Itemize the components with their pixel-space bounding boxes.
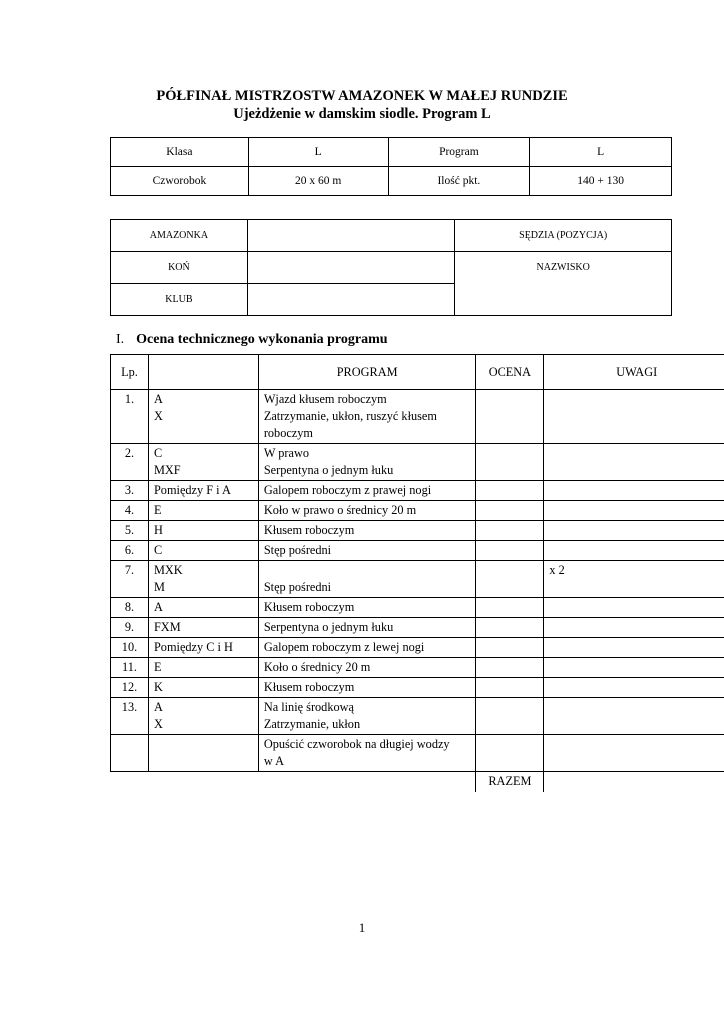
table-row xyxy=(111,735,724,772)
row-points-line: X xyxy=(153,717,163,731)
remarks-cell[interactable] xyxy=(544,501,724,521)
row-points xyxy=(148,561,258,598)
row-points-line: X xyxy=(153,409,163,423)
klasa-label: Klasa xyxy=(111,138,249,167)
row-points-line: FXM xyxy=(153,620,181,634)
row-description xyxy=(258,390,476,444)
row-number: 4. xyxy=(111,501,149,521)
row-description-line: Na linię środkową xyxy=(263,700,354,714)
score-cell[interactable] xyxy=(476,481,544,501)
remarks-cell[interactable] xyxy=(544,678,724,698)
score-cell[interactable] xyxy=(476,501,544,521)
row-points-line: A xyxy=(153,700,163,714)
row-points-line: Pomiędzy C i H xyxy=(153,640,233,654)
program-label: Program xyxy=(388,138,530,167)
klasa-value: L xyxy=(248,138,388,167)
row-description xyxy=(258,541,476,561)
row-description xyxy=(258,638,476,658)
czworobok-label: Czworobok xyxy=(111,167,249,196)
table-row xyxy=(111,390,724,444)
header-blank xyxy=(148,355,258,390)
row-points xyxy=(148,390,258,444)
remarks-cell[interactable] xyxy=(544,618,724,638)
row-points xyxy=(148,735,258,772)
table-row xyxy=(111,501,724,521)
row-points-line: C xyxy=(153,543,163,557)
competition-info-table xyxy=(110,137,672,196)
remarks-cell[interactable] xyxy=(544,658,724,678)
remarks-cell[interactable] xyxy=(544,638,724,658)
score-cell[interactable] xyxy=(476,444,544,481)
row-number: 8. xyxy=(111,598,149,618)
table-row xyxy=(111,481,724,501)
judge-name-label: NAZWISKO xyxy=(455,252,672,316)
score-cell[interactable] xyxy=(476,735,544,772)
remarks-cell[interactable] xyxy=(544,698,724,735)
row-description xyxy=(258,521,476,541)
row-number: 7. xyxy=(111,561,149,598)
page-number: 1 xyxy=(358,920,366,935)
row-description-line: Kłusem roboczym xyxy=(263,523,355,537)
row-number: 11. xyxy=(111,658,149,678)
row-description xyxy=(258,501,476,521)
row-description xyxy=(258,735,476,772)
judge-position-label: SĘDZIA (POZYCJA) xyxy=(455,220,672,252)
row-description-line: Stęp pośredni xyxy=(263,543,332,557)
row-description-line: Stęp pośredni xyxy=(263,580,332,594)
kon-label: KOŃ xyxy=(111,252,248,284)
row-points-line: M xyxy=(153,580,165,594)
remarks-cell[interactable] xyxy=(544,521,724,541)
score-cell[interactable] xyxy=(476,561,544,598)
row-description-line: Galopem roboczym z lewej nogi xyxy=(263,640,425,654)
row-points-line: A xyxy=(153,392,163,406)
remarks-cell[interactable] xyxy=(544,481,724,501)
row-points xyxy=(148,444,258,481)
row-points-line: E xyxy=(153,503,162,517)
header-program: PROGRAM xyxy=(258,355,476,390)
header-uwagi: UWAGI xyxy=(544,355,724,390)
row-points-line xyxy=(154,736,253,753)
row-points xyxy=(148,698,258,735)
row-points xyxy=(148,481,258,501)
remarks-cell[interactable] xyxy=(544,598,724,618)
row-points xyxy=(148,521,258,541)
score-cell[interactable] xyxy=(476,521,544,541)
row-points-line: H xyxy=(153,523,163,537)
table-row xyxy=(111,698,724,735)
row-number: 2. xyxy=(111,444,149,481)
row-points-line: C xyxy=(153,446,163,460)
row-number: 1. xyxy=(111,390,149,444)
section-title: Ocena technicznego wykonania programu xyxy=(136,332,388,347)
row-points-line: A xyxy=(153,600,163,614)
row-description xyxy=(258,561,476,598)
program-table xyxy=(110,354,724,792)
row-points-line: K xyxy=(153,680,163,694)
program-table-header xyxy=(111,355,724,390)
score-cell[interactable] xyxy=(476,658,544,678)
header-lp: Lp. xyxy=(111,355,149,390)
row-points-line: MXF xyxy=(153,463,181,477)
row-description-line: Serpentyna o jednym łuku xyxy=(263,620,394,634)
row-number: 3. xyxy=(111,481,149,501)
row-description-line: Zatrzymanie, ukłon xyxy=(263,717,361,731)
row-points xyxy=(148,541,258,561)
row-description-line xyxy=(264,562,471,579)
row-description-line: Zatrzymanie, ukłon, ruszyć kłusem xyxy=(263,409,437,423)
row-description-line: Kłusem roboczym xyxy=(263,600,355,614)
row-points-line: E xyxy=(153,660,162,674)
row-description xyxy=(258,618,476,638)
row-number: 5. xyxy=(111,521,149,541)
table-row xyxy=(111,658,724,678)
row-description-line: roboczym xyxy=(263,426,313,440)
row-description xyxy=(258,598,476,618)
row-points-line: Pomiędzy F i A xyxy=(153,483,231,497)
score-cell[interactable] xyxy=(476,390,544,444)
row-description-line: Galopem roboczym z prawej nogi xyxy=(263,483,432,497)
row-description-line: Serpentyna o jednym łuku xyxy=(263,463,394,477)
row-number: 10. xyxy=(111,638,149,658)
row-description-line: Opuścić czworobok na długiej wodzy xyxy=(263,737,450,751)
score-cell[interactable] xyxy=(476,698,544,735)
ilosc-pkt-value: 140 + 130 xyxy=(530,167,672,196)
remarks-cell[interactable] xyxy=(544,541,724,561)
row-description-line: Wjazd kłusem roboczym xyxy=(263,392,387,406)
document-subtitle: Ujeżdżenie w damskim siodle. Program L xyxy=(233,106,491,122)
row-description xyxy=(258,481,476,501)
table-row xyxy=(111,521,724,541)
total-remarks-cell xyxy=(544,772,724,792)
total-row-blank xyxy=(111,772,476,792)
row-description-line: W prawo xyxy=(263,446,310,460)
score-cell[interactable] xyxy=(476,541,544,561)
row-description-line: w A xyxy=(263,754,284,768)
row-points xyxy=(148,501,258,521)
row-points xyxy=(148,638,258,658)
remarks-cell[interactable] xyxy=(544,735,724,772)
row-points xyxy=(148,658,258,678)
row-points-line: MXK xyxy=(153,563,183,577)
row-description xyxy=(258,678,476,698)
remarks-cell[interactable] xyxy=(544,390,724,444)
table-row xyxy=(111,444,724,481)
table-row xyxy=(111,678,724,698)
row-description-line: Koło w prawo o średnicy 20 m xyxy=(263,503,417,517)
table-row xyxy=(111,618,724,638)
table-row xyxy=(111,638,724,658)
klub-field[interactable] xyxy=(247,284,455,316)
row-description xyxy=(258,698,476,735)
ilosc-pkt-label: Ilość pkt. xyxy=(388,167,530,196)
row-points xyxy=(148,598,258,618)
remarks-cell[interactable] xyxy=(544,444,724,481)
row-points xyxy=(148,678,258,698)
kon-field[interactable] xyxy=(247,252,455,284)
row-number: 9. xyxy=(111,618,149,638)
section-heading xyxy=(116,332,388,348)
amazonka-field[interactable] xyxy=(247,220,455,252)
score-cell[interactable] xyxy=(476,678,544,698)
score-cell[interactable] xyxy=(476,638,544,658)
score-cell[interactable] xyxy=(476,598,544,618)
row-description xyxy=(258,658,476,678)
header-ocena: OCENA xyxy=(476,355,544,390)
total-row xyxy=(111,772,724,792)
remarks-cell[interactable]: x 2 xyxy=(544,561,724,598)
table-row xyxy=(111,598,724,618)
klub-label: KLUB xyxy=(111,284,248,316)
table-row xyxy=(111,561,724,598)
rider-info-table xyxy=(110,219,672,316)
amazonka-label: AMAZONKA xyxy=(111,220,248,252)
section-number: I. xyxy=(116,332,125,347)
program-value: L xyxy=(530,138,672,167)
row-points xyxy=(148,618,258,638)
document-title: PÓŁFINAŁ MISTRZOSTW AMAZONEK W MAŁEJ RUNDZIE xyxy=(156,88,568,104)
row-description xyxy=(258,444,476,481)
score-cell[interactable] xyxy=(476,618,544,638)
total-score-cell[interactable]: RAZEM xyxy=(476,772,544,792)
row-number: 12. xyxy=(111,678,149,698)
row-description-line: Kłusem roboczym xyxy=(263,680,355,694)
row-number xyxy=(111,735,149,772)
row-number: 6. xyxy=(111,541,149,561)
row-number: 13. xyxy=(111,698,149,735)
table-row xyxy=(111,541,724,561)
czworobok-value: 20 x 60 m xyxy=(248,167,388,196)
row-description-line: Koło o średnicy 20 m xyxy=(263,660,371,674)
